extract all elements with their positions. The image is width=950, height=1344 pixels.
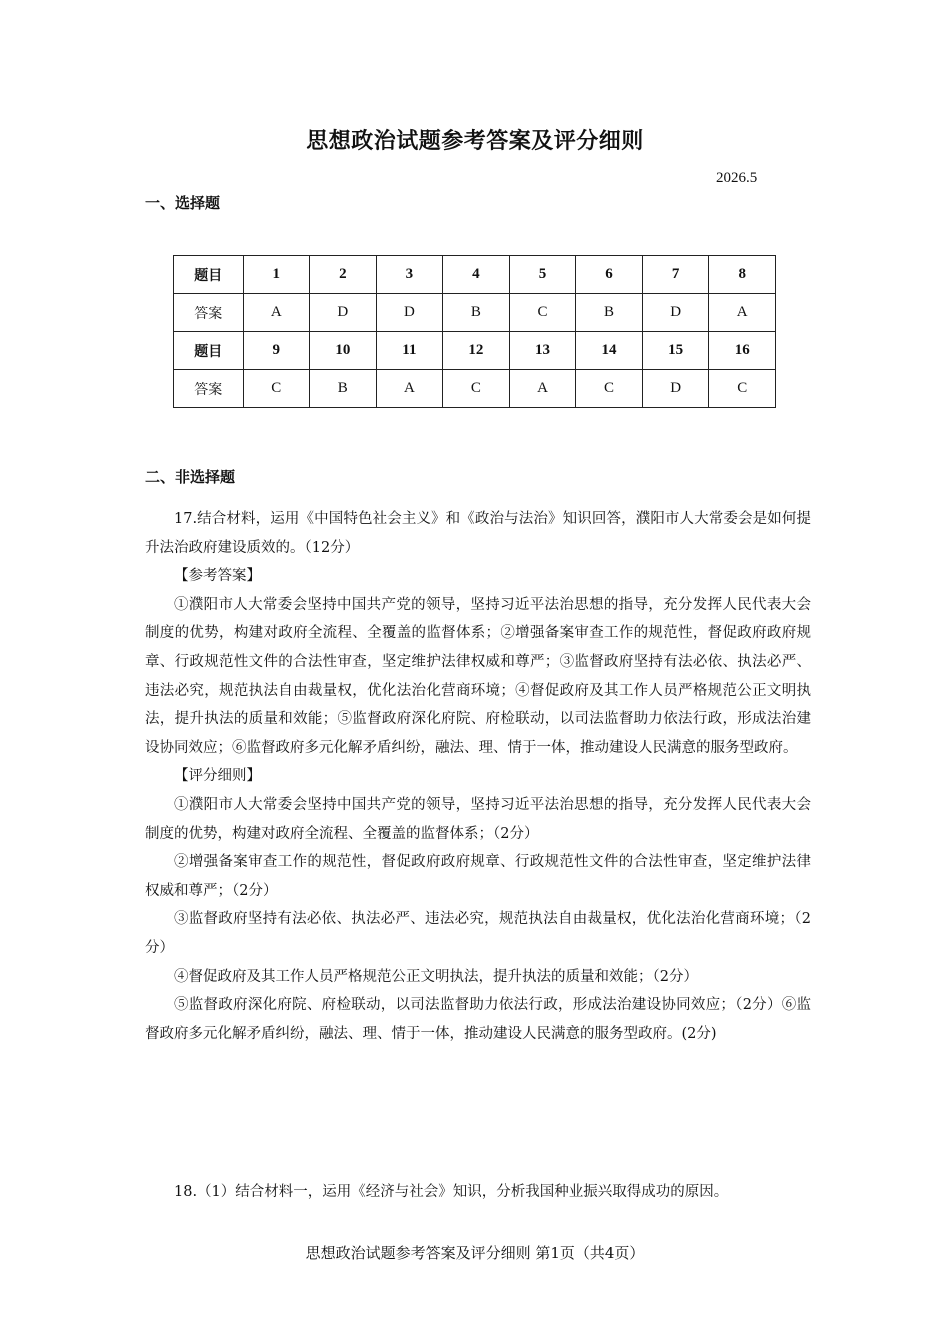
table-row-question-numbers	[174, 332, 776, 370]
table-row-header: 题目	[174, 256, 244, 294]
question-number-cell: 2	[310, 256, 377, 294]
question-number-cell: 4	[443, 256, 510, 294]
question-18-line: 18.（1）结合材料一，运用《经济与社会》知识，分析我国种业振兴取得成功的原因。	[174, 1184, 729, 1200]
question-number-cell: 14	[576, 332, 643, 370]
question-number-cell: 7	[642, 256, 709, 294]
answer-cell: B	[443, 294, 510, 332]
answer-cell: D	[642, 294, 709, 332]
table-row-header: 答案	[174, 294, 244, 332]
answer-cell: C	[576, 370, 643, 408]
table-row-answers	[174, 370, 776, 408]
question-number-cell: 8	[709, 256, 776, 294]
scoring-item: ④督促政府及其工作人员严格规范公正文明执法，提升执法的质量和效能；（2分）	[174, 968, 698, 985]
question-number-cell: 6	[576, 256, 643, 294]
question-17-text: 17.结合材料，运用《中国特色社会主义》和《政治与法治》知识回答，濮阳市人大常委会是如何提升法治政府建设质效的。（12分）	[145, 511, 811, 556]
question-number-cell: 16	[709, 332, 776, 370]
exam-date: 2026.5	[716, 170, 758, 186]
question-number-cell: 3	[376, 256, 443, 294]
answer-cell: A	[376, 370, 443, 408]
question-number-cell: 13	[509, 332, 576, 370]
answer-cell: C	[243, 370, 310, 408]
reference-answer-text: ①濮阳市人大常委会坚持中国共产党的领导，坚持习近平法治思想的指导，充分发挥人民代表大会制度的优势，构建对政府全流程、全覆盖的监督体系；②增强备案审查工作的规范性，督促政府政府规章、行政规范性文件的合法性审查，坚定维护法律权威和尊严；③监督政府坚持有法必依、执法必严、违法必究，规范执法自由裁量权，优化法治化营商环境；④督促政府及其工作人员严格规范公正文明执法，提升执法的质量和效能；⑤监督政府深化府院、府检联动，以司法监督助力依法行政，形成法治建设协同效应；⑥监督政府多元化解矛盾纠纷，融法、理、情于一体，推动建设人民满意的服务型政府。	[145, 596, 811, 756]
table-row-header: 答案	[174, 370, 244, 408]
answer-cell: B	[310, 370, 377, 408]
scoring-item: ③监督政府坚持有法必依、执法必严、违法必究，规范执法自由裁量权，优化法治化营商环境；（2分）	[145, 911, 811, 956]
question-number-cell: 9	[243, 332, 310, 370]
table-row-question-numbers	[174, 256, 776, 294]
answer-cell: A	[509, 370, 576, 408]
question-number-cell: 12	[443, 332, 510, 370]
section-choice-heading: 一、选择题	[145, 194, 221, 212]
question-18-text	[145, 1178, 811, 1207]
answer-cell: D	[310, 294, 377, 332]
question-number-cell: 15	[642, 332, 709, 370]
answer-cell: B	[576, 294, 643, 332]
page-footer: 思想政治试题参考答案及评分细则 第1页（共4页）	[305, 1244, 645, 1262]
answer-cell: A	[243, 294, 310, 332]
question-number-cell: 5	[509, 256, 576, 294]
reference-answer-tag: 【参考答案】	[174, 568, 261, 585]
section-nonchoice-heading: 二、非选择题	[145, 468, 236, 486]
question-number-cell: 10	[310, 332, 377, 370]
question-17-block	[145, 505, 811, 1048]
question-number-cell: 1	[243, 256, 310, 294]
scoring-item: ①濮阳市人大常委会坚持中国共产党的领导，坚持习近平法治思想的指导，充分发挥人民代表大会制度的优势，构建对政府全流程、全覆盖的监督体系；（2分）	[145, 796, 811, 842]
answer-cell: A	[709, 294, 776, 332]
table-row-header: 题目	[174, 332, 244, 370]
page-title: 思想政治试题参考答案及评分细则	[306, 129, 644, 154]
scoring-item: ⑤监督政府深化府院、府检联动，以司法监督助力依法行政，形成法治建设协同效应；（2分）⑥监督政府多元化解矛盾纠纷，融法、理、情于一体，推动建设人民满意的服务型政府。(2分)	[145, 997, 811, 1042]
answer-table	[173, 255, 776, 408]
table-row-answers	[174, 294, 776, 332]
answer-cell: C	[709, 370, 776, 408]
answer-cell: C	[443, 370, 510, 408]
scoring-rules-tag: 【评分细则】	[174, 768, 261, 785]
scoring-item: ②增强备案审查工作的规范性，督促政府政府规章、行政规范性文件的合法性审查，坚定维护法律权威和尊严；（2分）	[145, 854, 811, 899]
question-number-cell: 11	[376, 332, 443, 370]
answer-cell: D	[642, 370, 709, 408]
answer-cell: D	[376, 294, 443, 332]
answer-cell: C	[509, 294, 576, 332]
